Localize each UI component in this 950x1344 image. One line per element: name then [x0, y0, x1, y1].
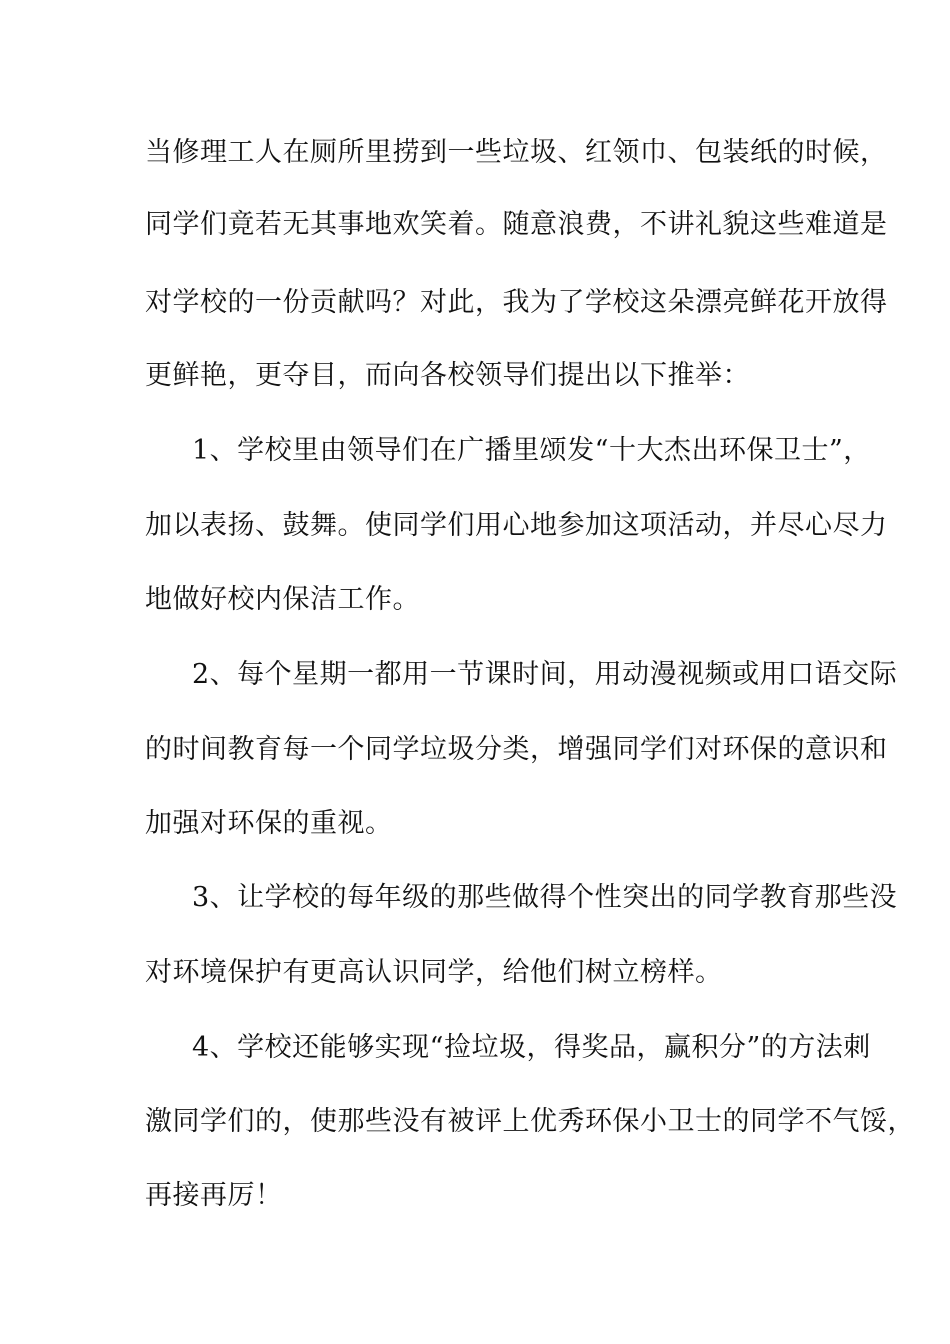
text-line: 地做好校内保洁工作。 — [145, 584, 420, 615]
text-line: 对环境保护有更高认识同学，给他们树立榜样。 — [145, 957, 723, 988]
list-item-1-line: 1、学校里由领导们在广播里颂发“十大杰出环保卫士”， — [192, 435, 871, 466]
text-line: 的时间教育每一个同学垃圾分类，增强同学们对环保的意识和 — [145, 734, 888, 765]
list-item-2-line: 2、每个星期一都用一节课时间，用动漫视频或用口语交际 — [192, 659, 898, 690]
list-item-4-line: 4、学校还能够实现“捡垃圾，得奖品，赢积分”的方法刺 — [192, 1032, 871, 1063]
text-line: 同学们竟若无其事地欢笑着。随意浪费，不讲礼貌这些难道是 — [145, 209, 888, 240]
text-line: 当修理工人在厕所里捞到一些垃圾、红领巾、包装纸的时候， — [145, 137, 888, 168]
text-line: 加强对环保的重视。 — [145, 808, 393, 839]
text-line: 再接再厉！ — [145, 1180, 283, 1211]
text-line: 对学校的一份贡献吗？对此，我为了学校这朵漂亮鲜花开放得 — [145, 287, 888, 318]
list-item-3-line: 3、让学校的每年级的那些做得个性突出的同学教育那些没 — [192, 882, 898, 913]
text-line: 更鲜艳，更夺目，而向各校领导们提出以下推举： — [145, 360, 750, 391]
text-line: 加以表扬、鼓舞。使同学们用心地参加这项活动，并尽心尽力 — [145, 510, 888, 541]
text-line: 激同学们的，使那些没有被评上优秀环保小卫士的同学不气馁， — [145, 1106, 915, 1137]
